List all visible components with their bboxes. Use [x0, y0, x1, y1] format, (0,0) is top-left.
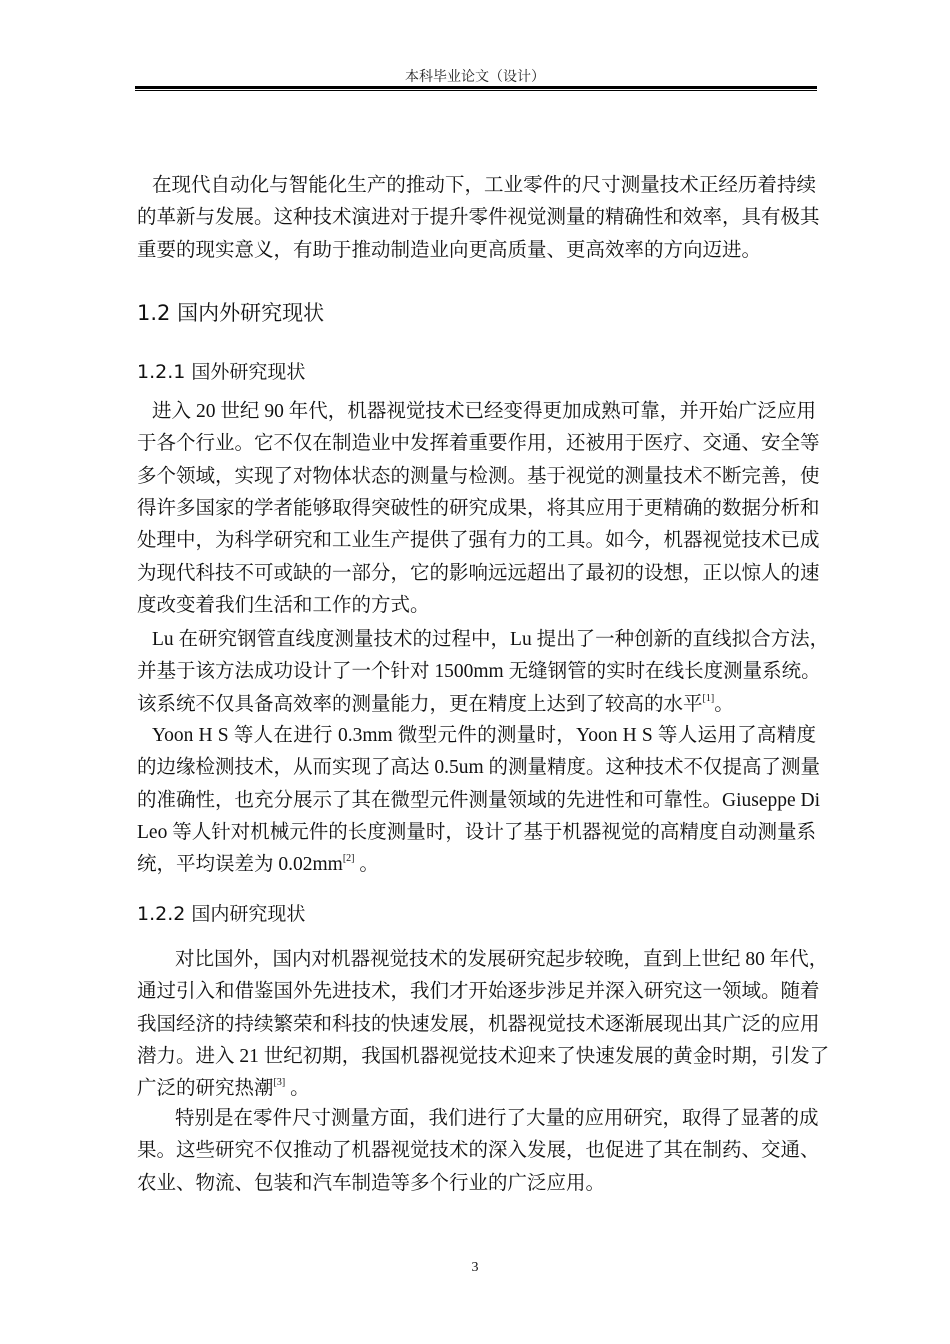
paragraph-line: 度改变着我们生活和工作的方式。 [137, 594, 430, 616]
paragraph-line: 农业、物流、包装和汽车制造等多个行业的广泛应用。 [137, 1172, 606, 1194]
running-header: 本科毕业论文（设计） [405, 70, 545, 85]
page-number: 3 [471, 1260, 479, 1275]
header-rule-thin [135, 90, 817, 91]
paragraph-line: 通过引入和借鉴国外先进技术，我们才开始逐步涉足并深入研究这一领域。随着 [137, 981, 820, 1003]
line-segment: 该系统不仅具备高效率的测量能力，更在精度上达到了较高的水平 [137, 693, 703, 715]
paragraph-line: 在现代自动化与智能化生产的推动下，工业零件的尺寸测量技术正经历着持续 [152, 175, 816, 196]
paragraph-line: Leo 等人针对机械元件的长度测量时，设计了基于机器视觉的高精度自动测量系 [137, 821, 816, 843]
paragraph-line [137, 1076, 310, 1102]
paragraph-line [137, 692, 734, 718]
line-segment: 统，平均误差为 0.02mm [137, 854, 343, 876]
paragraph-line: 潜力。进入 21 世纪初期，我国机器视觉技术迎来了快速发展的黄金时期，引发了 [137, 1045, 830, 1067]
citation-ref: [2] [342, 853, 355, 865]
header-rule [135, 86, 817, 89]
paragraph-line: 的革新与发展。这种技术演进对于提升零件视觉测量的精确性和效率，具有极其 [137, 207, 820, 229]
section-heading-1-2: 1.2 国内外研究现状 [137, 301, 325, 325]
paragraph-line: 得许多国家的学者能够取得突破性的研究成果，将其应用于更精确的数据分析和 [137, 497, 820, 519]
line-segment: 广泛的研究热潮 [137, 1078, 274, 1100]
paragraph-line: 并基于该方法成功设计了一个针对 1500mm 无缝钢管的实时在线长度测量系统。 [137, 661, 821, 683]
paragraph-line: Lu 在研究钢管直线度测量技术的过程中，Lu 提出了一种创新的直线拟合方法， [152, 629, 830, 650]
subsection-heading-1-2-1: 1.2.1 国外研究现状 [137, 361, 306, 383]
paragraph-line: 为现代科技不可或缺的一部分，它的影响远远超出了最初的设想，正以惊人的速 [137, 562, 820, 584]
paragraph-line: 果。这些研究不仅推动了机器视觉技术的深入发展，也促进了其在制药、交通、 [137, 1140, 820, 1162]
paragraph-line: 对比国外，国内对机器视觉技术的发展研究起步较晚，直到上世纪 80 年代， [175, 949, 829, 970]
citation-ref: [3] [273, 1077, 286, 1089]
paragraph-line: 处理中，为科学研究和工业生产提供了强有力的工具。如今，机器视觉技术已成 [137, 530, 820, 552]
paragraph-line: 我国经济的持续繁荣和科技的快速发展，机器视觉技术逐渐展现出其广泛的应用 [137, 1013, 820, 1035]
paragraph-line: 的边缘检测技术，从而实现了高达 0.5um 的测量精度。这种技术不仅提高了测量 [137, 757, 821, 779]
paragraph-line: Yoon H S 等人在进行 0.3mm 微型元件的测量时，Yoon H S 等人运用了高精度 [152, 725, 816, 746]
line-segment: 。 [285, 1078, 310, 1100]
paragraph-line: 进入 20 世纪 90 年代，机器视觉技术已经变得更加成熟可靠，并开始广泛应用 [152, 401, 816, 422]
subsection-heading-1-2-2: 1.2.2 国内研究现状 [137, 903, 306, 925]
paragraph-line: 多个领域，实现了对物体状态的测量与检测。基于视觉的测量技术不断完善，使 [137, 465, 820, 487]
paragraph-line [137, 852, 379, 878]
paragraph-line: 于各个行业。它不仅在制造业中发挥着重要作用，还被用于医疗、交通、安全等 [137, 433, 820, 455]
paragraph-line: 重要的现实意义，有助于推动制造业向更高质量、更高效率的方向迈进。 [137, 239, 762, 261]
line-segment: 。 [714, 693, 734, 715]
line-segment: 。 [354, 854, 379, 876]
paragraph-line: 的准确性，也充分展示了其在微型元件测量领域的先进性和可靠性。Giuseppe Di [137, 789, 821, 811]
paragraph-line: 特别是在零件尺寸测量方面，我们进行了大量的应用研究，取得了显著的成 [175, 1108, 819, 1129]
citation-ref: [1] [702, 692, 715, 704]
